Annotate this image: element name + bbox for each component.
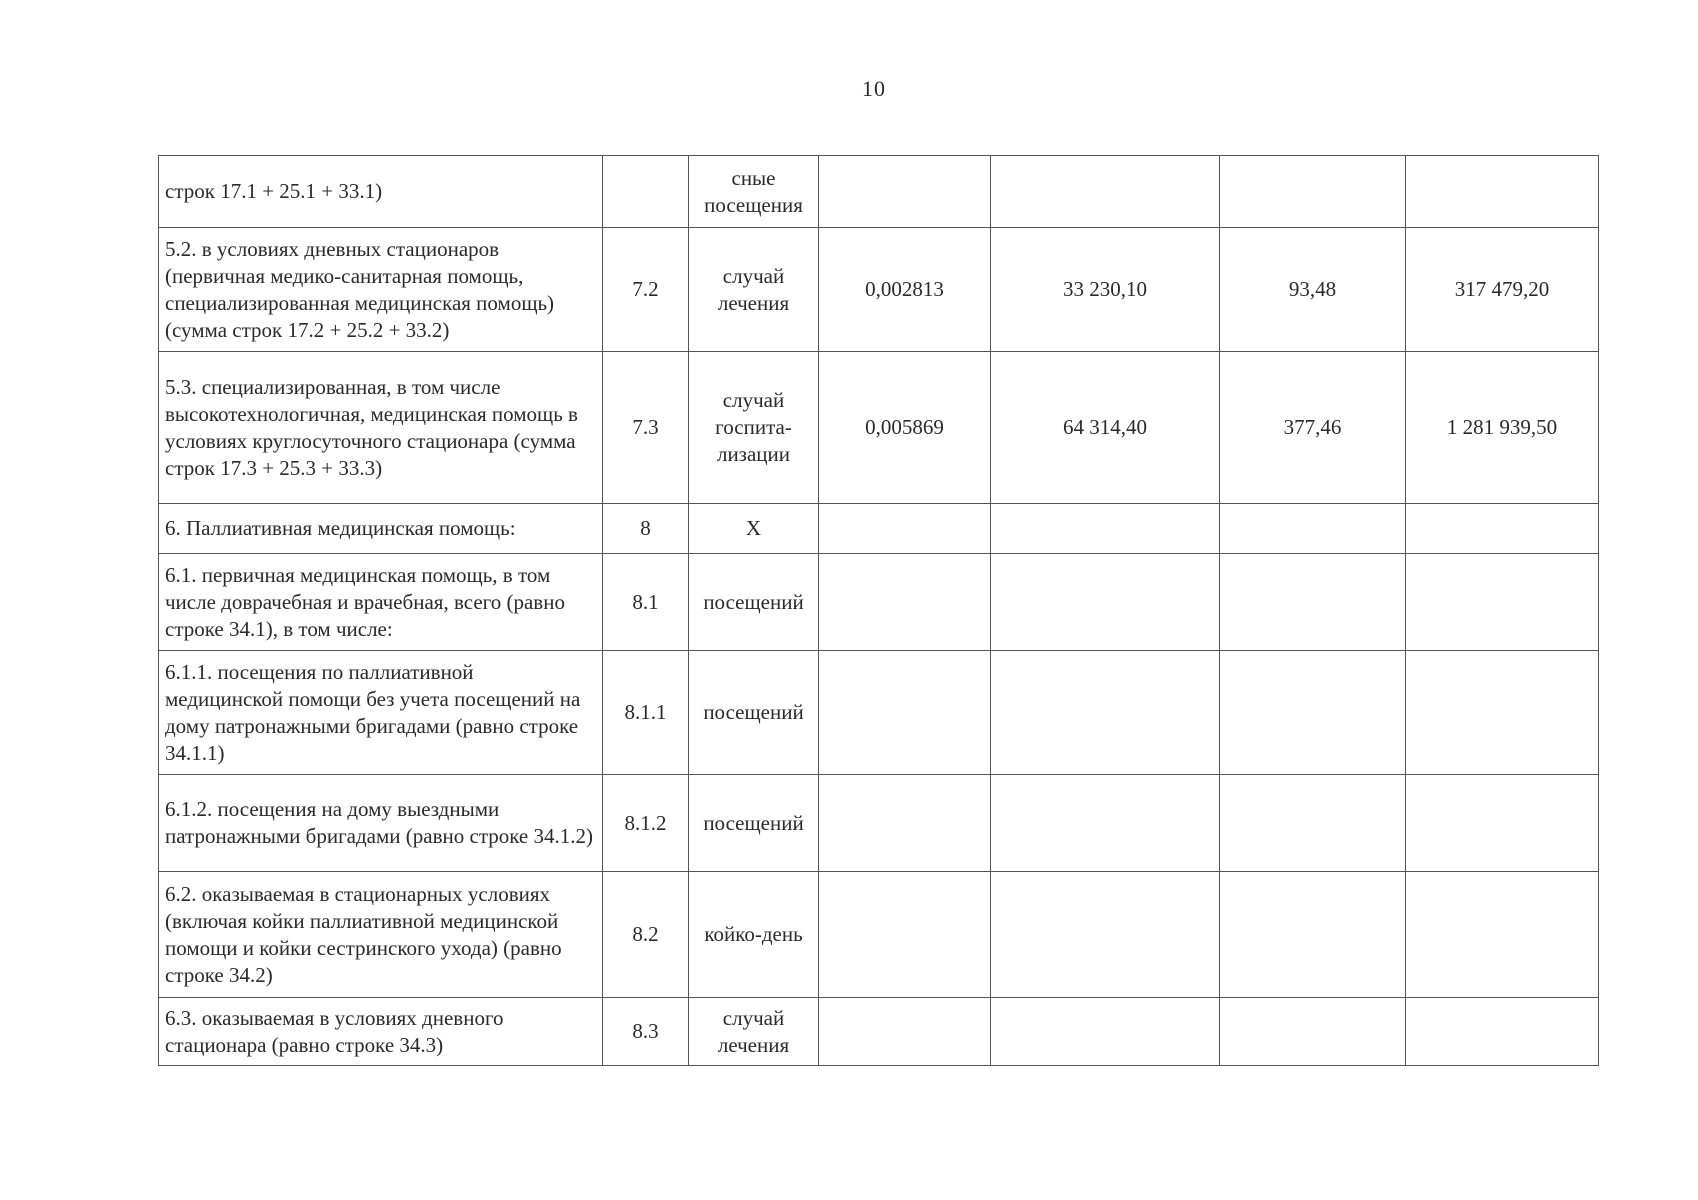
row-unit: сные посещения [689, 156, 819, 228]
row-unit: случай госпита-лизации [689, 352, 819, 504]
row-name: 5.2. в условиях дневных стационаров (первичная медико-санитарная помощь, специализированная медицинская помощь) (сумма строк 17.2 + 25.2 + 33.2) [159, 228, 603, 352]
row-value-4: 317 479,20 [1406, 228, 1599, 352]
row-value-4 [1406, 504, 1599, 554]
row-name: 6.1.2. посещения на дому выездными патронажными бригадами (равно строке 34.1.2) [159, 775, 603, 872]
row-number: 7.3 [603, 352, 689, 504]
row-unit: случай лечения [689, 998, 819, 1066]
row-value-2 [991, 504, 1220, 554]
row-value-4 [1406, 775, 1599, 872]
table-row [159, 504, 1599, 554]
row-name: 6. Паллиативная медицинская помощь: [159, 504, 603, 554]
row-value-2 [991, 998, 1220, 1066]
table-row [159, 775, 1599, 872]
row-name: строк 17.1 + 25.1 + 33.1) [159, 156, 603, 228]
row-value-1 [819, 872, 991, 998]
row-value-3 [1220, 504, 1406, 554]
row-number: 8.1.1 [603, 651, 689, 775]
table-row [159, 554, 1599, 651]
row-value-3 [1220, 872, 1406, 998]
row-number: 8.1 [603, 554, 689, 651]
row-number: 7.2 [603, 228, 689, 352]
row-name: 6.2. оказываемая в стационарных условиях (включая койки паллиативной медицинской помощи и койки сестринского ухода) (равно строке 34.2) [159, 872, 603, 998]
row-value-4 [1406, 651, 1599, 775]
row-value-1 [819, 998, 991, 1066]
row-value-3 [1220, 651, 1406, 775]
row-value-1 [819, 554, 991, 651]
row-value-1 [819, 775, 991, 872]
page-number: 10 [862, 76, 886, 101]
row-number: 8.3 [603, 998, 689, 1066]
row-name: 6.1. первичная медицинская помощь, в том числе доврачебная и врачебная, всего (равно строке 34.1), в том числе: [159, 554, 603, 651]
row-value-3: 93,48 [1220, 228, 1406, 352]
row-unit: койко-день [689, 872, 819, 998]
row-name: 6.1.1. посещения по паллиативной медицинской помощи без учета посещений на дому патронажными бригадами (равно строке 34.1.1) [159, 651, 603, 775]
row-unit: X [689, 504, 819, 554]
row-value-3 [1220, 775, 1406, 872]
row-value-2 [991, 651, 1220, 775]
row-value-4 [1406, 156, 1599, 228]
row-value-2: 64 314,40 [991, 352, 1220, 504]
table-row [159, 872, 1599, 998]
table-row [159, 228, 1599, 352]
row-value-3 [1220, 554, 1406, 651]
row-value-2 [991, 872, 1220, 998]
row-value-1 [819, 156, 991, 228]
row-value-2: 33 230,10 [991, 228, 1220, 352]
row-value-4 [1406, 998, 1599, 1066]
row-number: 8.2 [603, 872, 689, 998]
row-value-1 [819, 651, 991, 775]
row-value-3: 377,46 [1220, 352, 1406, 504]
row-number: 8 [603, 504, 689, 554]
row-unit: посещений [689, 775, 819, 872]
row-number [603, 156, 689, 228]
row-value-3 [1220, 156, 1406, 228]
row-value-1: 0,002813 [819, 228, 991, 352]
row-value-2 [991, 156, 1220, 228]
row-value-2 [991, 775, 1220, 872]
row-name: 5.3. специализированная, в том числе высокотехнологичная, медицинская помощь в условиях круглосуточного стационара (сумма строк 17.3 + 25.3 + 33.3) [159, 352, 603, 504]
row-value-1 [819, 504, 991, 554]
row-name: 6.3. оказываемая в условиях дневного стационара (равно строке 34.3) [159, 998, 603, 1066]
row-value-2 [991, 554, 1220, 651]
row-value-4 [1406, 554, 1599, 651]
row-unit: посещений [689, 651, 819, 775]
row-value-4: 1 281 939,50 [1406, 352, 1599, 504]
row-value-4 [1406, 872, 1599, 998]
table-row [159, 352, 1599, 504]
table-row [159, 998, 1599, 1066]
table-row [159, 156, 1599, 228]
row-value-1: 0,005869 [819, 352, 991, 504]
row-number: 8.1.2 [603, 775, 689, 872]
table-row [159, 651, 1599, 775]
row-unit: посещений [689, 554, 819, 651]
row-unit: случай лечения [689, 228, 819, 352]
data-table [158, 155, 1599, 1066]
row-value-3 [1220, 998, 1406, 1066]
